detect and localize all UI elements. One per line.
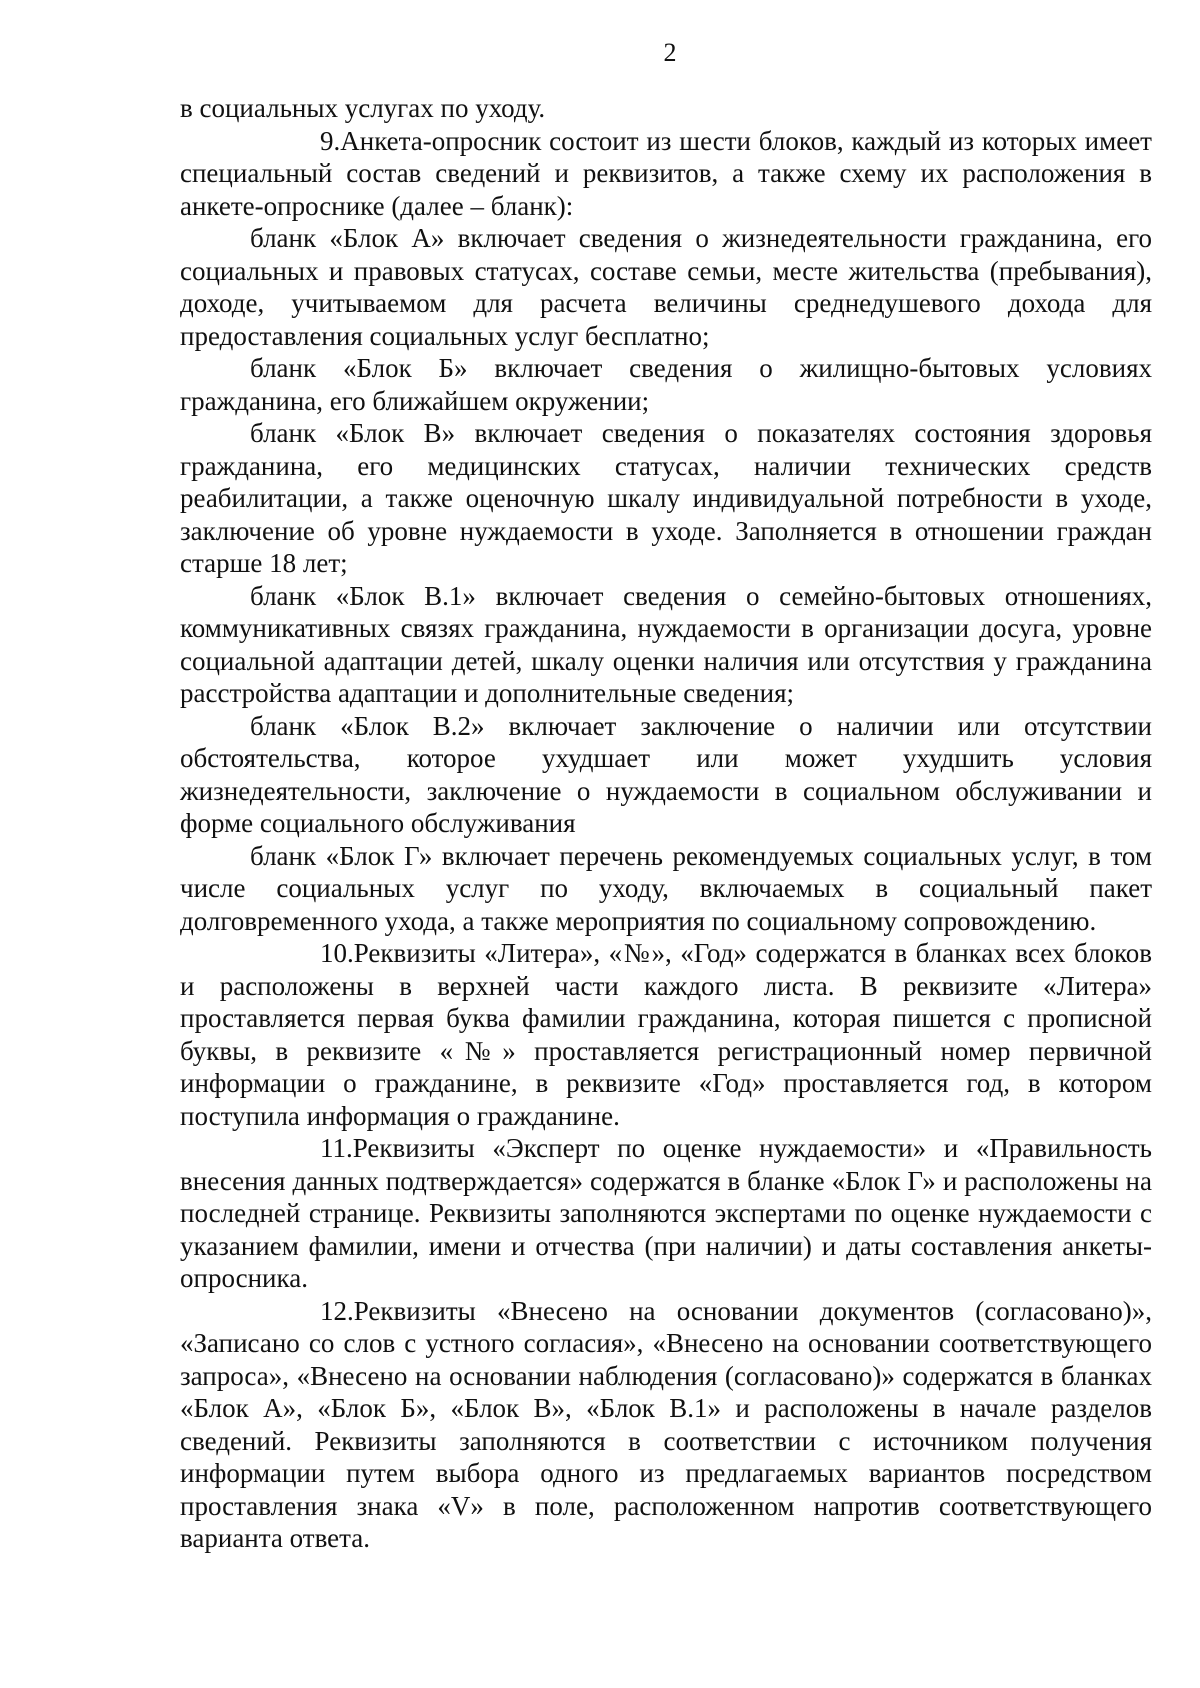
paragraph-text: Реквизиты «Эксперт по оценке нуждаемости» и «Правильность внесения данных подтверждается» содержатся в бланке «Блок Г» и расположены на последней странице. Реквизиты заполняются экспертами по оценке нуждаемости с указанием фамилии, имени и отчества (при наличии) и даты составления анкеты-опросника. bbox=[180, 1133, 1152, 1293]
paragraph-text: Анкета-опросник состоит из шести блоков, каждый из которых имеет специальный состав сведений и реквизитов, а также схему их расположения в анкете-опроснике (далее – бланк): bbox=[180, 125, 1152, 221]
paragraph-block-b bbox=[180, 352, 1152, 417]
paragraph-block-g bbox=[180, 840, 1152, 938]
paragraph-text: бланк «Блок Б» включает сведения о жилищно-бытовых условиях гражданина, его ближайшем окружении; bbox=[180, 353, 1152, 416]
paragraph-number: 12. bbox=[320, 1295, 354, 1326]
paragraph-item-10 bbox=[180, 937, 1152, 1132]
paragraph-continuation bbox=[180, 92, 1152, 125]
paragraph-text: бланк «Блок Г» включает перечень рекомендуемых социальных услуг, в том числе социальных услуг по уходу, включаемых в социальный пакет долговременного ухода, а также мероприятия по социальному сопровождению. bbox=[180, 840, 1152, 936]
paragraph-number: 9. bbox=[320, 125, 341, 156]
paragraph-text: Реквизиты «Литера», «№», «Год» содержатся в бланках всех блоков и расположены в верхней части каждого листа. В реквизите «Литера» проставляется первая буква фамилии гражданина, которая пишется с прописной буквы, в реквизите «№» проставляется регистрационный номер первичной информации о гражданине, в реквизите «Год» проставляется год, в котором поступила информация о гражданине. bbox=[180, 938, 1152, 1131]
paragraph-block-v bbox=[180, 417, 1152, 580]
paragraph-text: бланк «Блок А» включает сведения о жизнедеятельности гражданина, его социальных и правовых статусах, составе семьи, месте жительства (пребывания), доходе, учитываемом для расчета величины среднедушевого дохода для предоставления социальных услуг бесплатно; bbox=[180, 223, 1152, 351]
paragraph-text: в социальных услугах по уходу. bbox=[180, 93, 546, 123]
paragraph-text: бланк «Блок В» включает сведения о показателях состояния здоровья гражданина, его медицинских статусах, наличии технических средств реабилитации, а также оценочную шкалу индивидуальной потребности в уходе, заключение об уровне нуждаемости в уходе. Заполняется в отношении граждан старше 18 лет; bbox=[180, 418, 1152, 578]
paragraph-number: 11. bbox=[320, 1133, 353, 1163]
paragraph-block-v1 bbox=[180, 580, 1152, 710]
paragraph-item-11 bbox=[180, 1132, 1152, 1295]
document-body bbox=[180, 92, 1152, 1555]
paragraph-item-9 bbox=[180, 125, 1152, 223]
paragraph-text: Реквизиты «Внесено на основании документов (согласовано)», «Записано со слов с устного согласия», «Внесено на основании соответствующего запроса», «Внесено на основании наблюдения (согласовано)» содержатся в бланках «Блок А», «Блок Б», «Блок В», «Блок В.1» и расположены в начале разделов сведений. Реквизиты заполняются в соответствии с источником получения информации путем выбора одного из предлагаемых вариантов посредством проставления знака «V» в поле, расположенном напротив соответствующего варианта ответа. bbox=[180, 1295, 1152, 1553]
paragraph-text: бланк «Блок В.2» включает заключение о наличии или отсутствии обстоятельства, которое ухудшает или может ухудшить условия жизнедеятельности, заключение о нуждаемости в социальном обслуживании и форме социального обслуживания bbox=[180, 710, 1152, 838]
paragraph-number: 10. bbox=[320, 938, 354, 968]
paragraph-block-v2 bbox=[180, 710, 1152, 840]
page-number: 2 bbox=[663, 38, 677, 67]
paragraph-block-a bbox=[180, 222, 1152, 352]
paragraph-text: бланк «Блок В.1» включает сведения о семейно-бытовых отношениях, коммуникативных связях гражданина, нуждаемости в организации досуга, уровне социальной адаптации детей, шкалу оценки наличия или отсутствия у гражданина расстройства адаптации и дополнительные сведения; bbox=[180, 580, 1152, 708]
paragraph-item-12 bbox=[180, 1295, 1152, 1555]
